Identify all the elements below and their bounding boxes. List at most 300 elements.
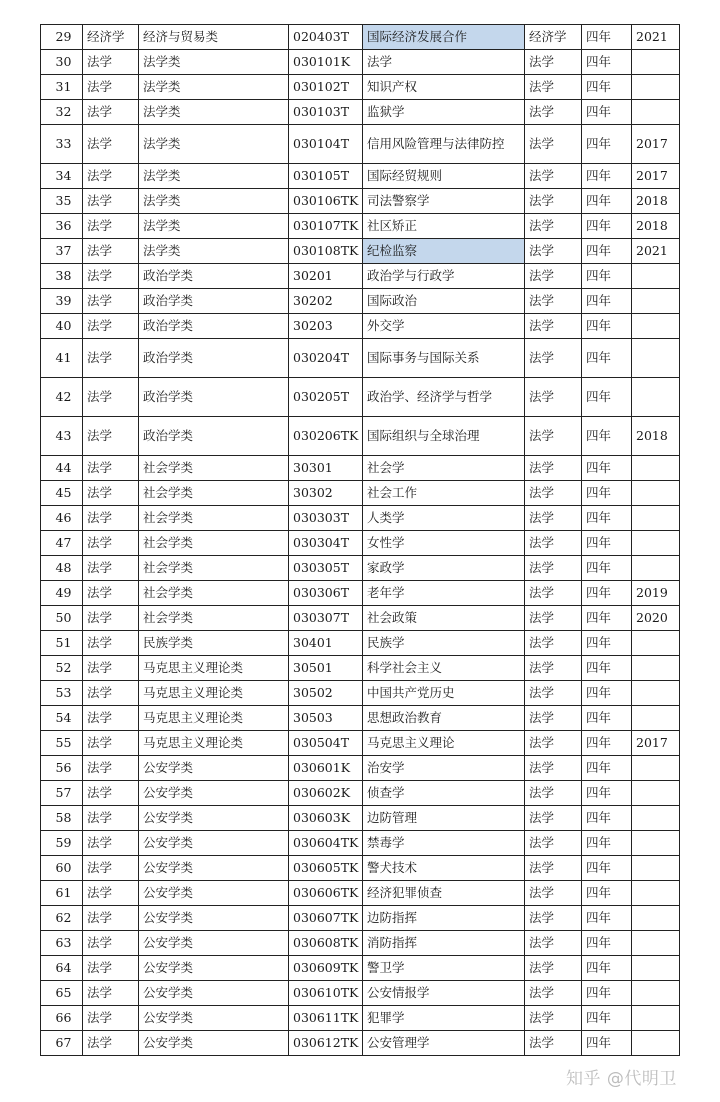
major-code-cell: 030611TK <box>289 1006 363 1031</box>
degree-type-cell: 法学 <box>525 806 582 831</box>
study-years-cell: 四年 <box>582 856 632 881</box>
major-code-cell: 030605TK <box>289 856 363 881</box>
major-name-cell: 国际经济发展合作 <box>363 25 525 50</box>
study-years-cell: 四年 <box>582 781 632 806</box>
discipline-category-cell: 法学 <box>83 164 139 189</box>
discipline-category-cell: 法学 <box>83 314 139 339</box>
study-years-cell: 四年 <box>582 417 632 456</box>
added-year-cell <box>632 656 680 681</box>
major-name-cell: 司法警察学 <box>363 189 525 214</box>
added-year-cell <box>632 456 680 481</box>
table-row <box>41 756 680 781</box>
added-year-cell <box>632 631 680 656</box>
major-code-cell: 030612TK <box>289 1031 363 1056</box>
table-row <box>41 456 680 481</box>
degree-type-cell: 法学 <box>525 506 582 531</box>
study-years-cell: 四年 <box>582 681 632 706</box>
degree-type-cell: 法学 <box>525 378 582 417</box>
major-class-cell: 马克思主义理论类 <box>139 731 289 756</box>
major-name-cell: 边防管理 <box>363 806 525 831</box>
discipline-category-cell: 法学 <box>83 756 139 781</box>
added-year-cell <box>632 931 680 956</box>
discipline-category-cell: 法学 <box>83 556 139 581</box>
serial-number-cell: 42 <box>41 378 83 417</box>
major-name-cell: 监狱学 <box>363 100 525 125</box>
serial-number-cell: 32 <box>41 100 83 125</box>
study-years-cell: 四年 <box>582 956 632 981</box>
serial-number-cell: 40 <box>41 314 83 339</box>
serial-number-cell: 49 <box>41 581 83 606</box>
degree-type-cell: 法学 <box>525 756 582 781</box>
discipline-category-cell: 法学 <box>83 1006 139 1031</box>
major-name-cell: 治安学 <box>363 756 525 781</box>
major-code-cell: 030607TK <box>289 906 363 931</box>
table-body <box>41 25 680 1056</box>
added-year-cell: 2020 <box>632 606 680 631</box>
discipline-category-cell: 法学 <box>83 981 139 1006</box>
added-year-cell <box>632 756 680 781</box>
discipline-category-cell: 法学 <box>83 481 139 506</box>
degree-type-cell: 法学 <box>525 706 582 731</box>
table-row <box>41 706 680 731</box>
major-class-cell: 马克思主义理论类 <box>139 656 289 681</box>
degree-type-cell: 法学 <box>525 731 582 756</box>
major-class-cell: 法学类 <box>139 75 289 100</box>
major-class-cell: 政治学类 <box>139 417 289 456</box>
degree-type-cell: 法学 <box>525 100 582 125</box>
degree-type-cell: 法学 <box>525 481 582 506</box>
major-code-cell: 030601K <box>289 756 363 781</box>
discipline-category-cell: 法学 <box>83 417 139 456</box>
study-years-cell: 四年 <box>582 531 632 556</box>
major-code-cell: 030105T <box>289 164 363 189</box>
study-years-cell: 四年 <box>582 756 632 781</box>
degree-type-cell: 法学 <box>525 456 582 481</box>
table-row <box>41 75 680 100</box>
major-class-cell: 法学类 <box>139 50 289 75</box>
degree-type-cell: 法学 <box>525 631 582 656</box>
major-name-cell: 人类学 <box>363 506 525 531</box>
major-name-cell: 科学社会主义 <box>363 656 525 681</box>
discipline-category-cell: 法学 <box>83 264 139 289</box>
discipline-category-cell: 法学 <box>83 881 139 906</box>
major-code-cell: 030307T <box>289 606 363 631</box>
degree-type-cell: 法学 <box>525 606 582 631</box>
major-code-cell: 030306T <box>289 581 363 606</box>
serial-number-cell: 59 <box>41 831 83 856</box>
degree-type-cell: 法学 <box>525 264 582 289</box>
discipline-category-cell: 法学 <box>83 1031 139 1056</box>
serial-number-cell: 33 <box>41 125 83 164</box>
study-years-cell: 四年 <box>582 75 632 100</box>
discipline-category-cell: 法学 <box>83 50 139 75</box>
serial-number-cell: 61 <box>41 881 83 906</box>
degree-type-cell: 法学 <box>525 314 582 339</box>
major-class-cell: 公安学类 <box>139 881 289 906</box>
major-class-cell: 法学类 <box>139 239 289 264</box>
table-row <box>41 856 680 881</box>
major-class-cell: 法学类 <box>139 125 289 164</box>
serial-number-cell: 54 <box>41 706 83 731</box>
discipline-category-cell: 法学 <box>83 681 139 706</box>
study-years-cell: 四年 <box>582 631 632 656</box>
major-name-cell: 中国共产党历史 <box>363 681 525 706</box>
major-code-cell: 30201 <box>289 264 363 289</box>
major-code-cell: 030205T <box>289 378 363 417</box>
major-code-cell: 030606TK <box>289 881 363 906</box>
major-code-cell: 30501 <box>289 656 363 681</box>
major-code-cell: 030108TK <box>289 239 363 264</box>
study-years-cell: 四年 <box>582 125 632 164</box>
degree-type-cell: 法学 <box>525 906 582 931</box>
study-years-cell: 四年 <box>582 731 632 756</box>
major-class-cell: 社会学类 <box>139 581 289 606</box>
discipline-category-cell: 法学 <box>83 831 139 856</box>
table-row <box>41 189 680 214</box>
serial-number-cell: 57 <box>41 781 83 806</box>
study-years-cell: 四年 <box>582 164 632 189</box>
serial-number-cell: 52 <box>41 656 83 681</box>
study-years-cell: 四年 <box>582 50 632 75</box>
major-class-cell: 社会学类 <box>139 481 289 506</box>
major-code-cell: 30301 <box>289 456 363 481</box>
degree-type-cell: 法学 <box>525 1031 582 1056</box>
table-row <box>41 906 680 931</box>
discipline-category-cell: 法学 <box>83 906 139 931</box>
serial-number-cell: 37 <box>41 239 83 264</box>
added-year-cell <box>632 781 680 806</box>
table-row <box>41 1031 680 1056</box>
major-code-cell: 030608TK <box>289 931 363 956</box>
major-class-cell: 政治学类 <box>139 289 289 314</box>
serial-number-cell: 30 <box>41 50 83 75</box>
degree-type-cell: 法学 <box>525 125 582 164</box>
major-class-cell: 法学类 <box>139 214 289 239</box>
major-name-cell: 纪检监察 <box>363 239 525 264</box>
discipline-category-cell: 经济学 <box>83 25 139 50</box>
major-class-cell: 社会学类 <box>139 456 289 481</box>
major-code-cell: 030610TK <box>289 981 363 1006</box>
added-year-cell <box>632 881 680 906</box>
major-code-cell: 030206TK <box>289 417 363 456</box>
study-years-cell: 四年 <box>582 456 632 481</box>
discipline-category-cell: 法学 <box>83 531 139 556</box>
discipline-category-cell: 法学 <box>83 214 139 239</box>
major-catalog-table <box>40 24 680 1056</box>
study-years-cell: 四年 <box>582 556 632 581</box>
discipline-category-cell: 法学 <box>83 731 139 756</box>
major-code-cell: 30503 <box>289 706 363 731</box>
added-year-cell <box>632 1006 680 1031</box>
major-name-cell: 信用风险管理与法律防控 <box>363 125 525 164</box>
discipline-category-cell: 法学 <box>83 378 139 417</box>
major-name-cell: 社区矫正 <box>363 214 525 239</box>
added-year-cell <box>632 856 680 881</box>
discipline-category-cell: 法学 <box>83 581 139 606</box>
study-years-cell: 四年 <box>582 581 632 606</box>
serial-number-cell: 66 <box>41 1006 83 1031</box>
major-code-cell: 030304T <box>289 531 363 556</box>
added-year-cell <box>632 339 680 378</box>
major-class-cell: 公安学类 <box>139 781 289 806</box>
serial-number-cell: 47 <box>41 531 83 556</box>
major-code-cell: 030604TK <box>289 831 363 856</box>
discipline-category-cell: 法学 <box>83 706 139 731</box>
major-name-cell: 国际组织与全球治理 <box>363 417 525 456</box>
major-class-cell: 政治学类 <box>139 264 289 289</box>
added-year-cell <box>632 75 680 100</box>
major-name-cell: 社会学 <box>363 456 525 481</box>
major-code-cell: 030504T <box>289 731 363 756</box>
major-class-cell: 公安学类 <box>139 956 289 981</box>
table-row <box>41 531 680 556</box>
major-code-cell: 030603K <box>289 806 363 831</box>
major-code-cell: 30203 <box>289 314 363 339</box>
discipline-category-cell: 法学 <box>83 656 139 681</box>
major-code-cell: 30302 <box>289 481 363 506</box>
degree-type-cell: 法学 <box>525 289 582 314</box>
discipline-category-cell: 法学 <box>83 75 139 100</box>
major-class-cell: 公安学类 <box>139 981 289 1006</box>
serial-number-cell: 48 <box>41 556 83 581</box>
added-year-cell <box>632 706 680 731</box>
study-years-cell: 四年 <box>582 831 632 856</box>
study-years-cell: 四年 <box>582 981 632 1006</box>
major-code-cell: 030104T <box>289 125 363 164</box>
study-years-cell: 四年 <box>582 806 632 831</box>
study-years-cell: 四年 <box>582 606 632 631</box>
discipline-category-cell: 法学 <box>83 631 139 656</box>
added-year-cell <box>632 981 680 1006</box>
serial-number-cell: 60 <box>41 856 83 881</box>
major-class-cell: 公安学类 <box>139 1006 289 1031</box>
added-year-cell <box>632 831 680 856</box>
table-row <box>41 314 680 339</box>
table-row <box>41 881 680 906</box>
degree-type-cell: 法学 <box>525 681 582 706</box>
major-code-cell: 030107TK <box>289 214 363 239</box>
discipline-category-cell: 法学 <box>83 239 139 264</box>
major-name-cell: 政治学、经济学与哲学 <box>363 378 525 417</box>
major-class-cell: 公安学类 <box>139 806 289 831</box>
serial-number-cell: 50 <box>41 606 83 631</box>
table-row <box>41 339 680 378</box>
major-class-cell: 政治学类 <box>139 378 289 417</box>
degree-type-cell: 法学 <box>525 189 582 214</box>
study-years-cell: 四年 <box>582 378 632 417</box>
serial-number-cell: 65 <box>41 981 83 1006</box>
table-row <box>41 25 680 50</box>
degree-type-cell: 法学 <box>525 931 582 956</box>
added-year-cell <box>632 556 680 581</box>
added-year-cell <box>632 264 680 289</box>
major-name-cell: 警犬技术 <box>363 856 525 881</box>
serial-number-cell: 45 <box>41 481 83 506</box>
table-row <box>41 1006 680 1031</box>
added-year-cell <box>632 481 680 506</box>
added-year-cell <box>632 314 680 339</box>
serial-number-cell: 56 <box>41 756 83 781</box>
major-code-cell: 020403T <box>289 25 363 50</box>
serial-number-cell: 41 <box>41 339 83 378</box>
serial-number-cell: 39 <box>41 289 83 314</box>
table-row <box>41 631 680 656</box>
major-code-cell: 30401 <box>289 631 363 656</box>
table-row <box>41 506 680 531</box>
added-year-cell <box>632 906 680 931</box>
table-row <box>41 50 680 75</box>
degree-type-cell: 法学 <box>525 164 582 189</box>
degree-type-cell: 法学 <box>525 656 582 681</box>
table-row <box>41 378 680 417</box>
major-name-cell: 马克思主义理论 <box>363 731 525 756</box>
table-row <box>41 125 680 164</box>
study-years-cell: 四年 <box>582 1006 632 1031</box>
study-years-cell: 四年 <box>582 339 632 378</box>
major-class-cell: 公安学类 <box>139 756 289 781</box>
added-year-cell <box>632 50 680 75</box>
study-years-cell: 四年 <box>582 239 632 264</box>
major-name-cell: 国际经贸规则 <box>363 164 525 189</box>
added-year-cell <box>632 681 680 706</box>
discipline-category-cell: 法学 <box>83 125 139 164</box>
degree-type-cell: 法学 <box>525 50 582 75</box>
degree-type-cell: 法学 <box>525 531 582 556</box>
major-code-cell: 030101K <box>289 50 363 75</box>
discipline-category-cell: 法学 <box>83 289 139 314</box>
study-years-cell: 四年 <box>582 214 632 239</box>
major-code-cell: 030602K <box>289 781 363 806</box>
study-years-cell: 四年 <box>582 656 632 681</box>
major-name-cell: 公安管理学 <box>363 1031 525 1056</box>
degree-type-cell: 法学 <box>525 956 582 981</box>
major-code-cell: 30202 <box>289 289 363 314</box>
major-class-cell: 法学类 <box>139 100 289 125</box>
table-row <box>41 481 680 506</box>
major-class-cell: 公安学类 <box>139 831 289 856</box>
added-year-cell: 2021 <box>632 239 680 264</box>
added-year-cell: 2018 <box>632 189 680 214</box>
major-class-cell: 社会学类 <box>139 531 289 556</box>
table-row <box>41 781 680 806</box>
discipline-category-cell: 法学 <box>83 956 139 981</box>
table-row <box>41 931 680 956</box>
added-year-cell <box>632 378 680 417</box>
major-class-cell: 社会学类 <box>139 556 289 581</box>
serial-number-cell: 36 <box>41 214 83 239</box>
added-year-cell <box>632 531 680 556</box>
major-class-cell: 政治学类 <box>139 314 289 339</box>
degree-type-cell: 法学 <box>525 339 582 378</box>
degree-type-cell: 法学 <box>525 881 582 906</box>
major-name-cell: 犯罪学 <box>363 1006 525 1031</box>
table-row <box>41 656 680 681</box>
degree-type-cell: 法学 <box>525 856 582 881</box>
major-name-cell: 女性学 <box>363 531 525 556</box>
discipline-category-cell: 法学 <box>83 506 139 531</box>
degree-type-cell: 经济学 <box>525 25 582 50</box>
added-year-cell <box>632 100 680 125</box>
serial-number-cell: 58 <box>41 806 83 831</box>
study-years-cell: 四年 <box>582 1031 632 1056</box>
major-name-cell: 警卫学 <box>363 956 525 981</box>
serial-number-cell: 44 <box>41 456 83 481</box>
major-code-cell: 030103T <box>289 100 363 125</box>
table-row <box>41 417 680 456</box>
major-name-cell: 国际事务与国际关系 <box>363 339 525 378</box>
table-row <box>41 214 680 239</box>
added-year-cell: 2017 <box>632 731 680 756</box>
major-class-cell: 经济与贸易类 <box>139 25 289 50</box>
serial-number-cell: 31 <box>41 75 83 100</box>
discipline-category-cell: 法学 <box>83 606 139 631</box>
added-year-cell <box>632 289 680 314</box>
study-years-cell: 四年 <box>582 906 632 931</box>
study-years-cell: 四年 <box>582 25 632 50</box>
study-years-cell: 四年 <box>582 506 632 531</box>
table-row <box>41 956 680 981</box>
added-year-cell: 2019 <box>632 581 680 606</box>
table-row <box>41 100 680 125</box>
major-name-cell: 思想政治教育 <box>363 706 525 731</box>
discipline-category-cell: 法学 <box>83 456 139 481</box>
degree-type-cell: 法学 <box>525 581 582 606</box>
table-row <box>41 731 680 756</box>
degree-type-cell: 法学 <box>525 981 582 1006</box>
zhihu-watermark: 知乎 @代明卫 <box>566 1069 677 1089</box>
major-name-cell: 公安情报学 <box>363 981 525 1006</box>
serial-number-cell: 34 <box>41 164 83 189</box>
major-name-cell: 知识产权 <box>363 75 525 100</box>
table-row <box>41 606 680 631</box>
serial-number-cell: 46 <box>41 506 83 531</box>
major-class-cell: 公安学类 <box>139 1031 289 1056</box>
study-years-cell: 四年 <box>582 931 632 956</box>
major-name-cell: 外交学 <box>363 314 525 339</box>
table-row <box>41 681 680 706</box>
table-row <box>41 806 680 831</box>
study-years-cell: 四年 <box>582 100 632 125</box>
major-name-cell: 社会工作 <box>363 481 525 506</box>
serial-number-cell: 62 <box>41 906 83 931</box>
serial-number-cell: 51 <box>41 631 83 656</box>
degree-type-cell: 法学 <box>525 214 582 239</box>
study-years-cell: 四年 <box>582 481 632 506</box>
major-class-cell: 法学类 <box>139 189 289 214</box>
table-row <box>41 581 680 606</box>
major-name-cell: 家政学 <box>363 556 525 581</box>
major-class-cell: 马克思主义理论类 <box>139 681 289 706</box>
major-name-cell: 国际政治 <box>363 289 525 314</box>
major-name-cell: 老年学 <box>363 581 525 606</box>
table-row <box>41 239 680 264</box>
serial-number-cell: 67 <box>41 1031 83 1056</box>
serial-number-cell: 29 <box>41 25 83 50</box>
table-row <box>41 264 680 289</box>
added-year-cell <box>632 956 680 981</box>
added-year-cell: 2017 <box>632 125 680 164</box>
major-class-cell: 公安学类 <box>139 856 289 881</box>
discipline-category-cell: 法学 <box>83 781 139 806</box>
serial-number-cell: 64 <box>41 956 83 981</box>
added-year-cell <box>632 506 680 531</box>
added-year-cell: 2021 <box>632 25 680 50</box>
serial-number-cell: 43 <box>41 417 83 456</box>
major-name-cell: 边防指挥 <box>363 906 525 931</box>
major-class-cell: 公安学类 <box>139 931 289 956</box>
major-code-cell: 30502 <box>289 681 363 706</box>
study-years-cell: 四年 <box>582 706 632 731</box>
